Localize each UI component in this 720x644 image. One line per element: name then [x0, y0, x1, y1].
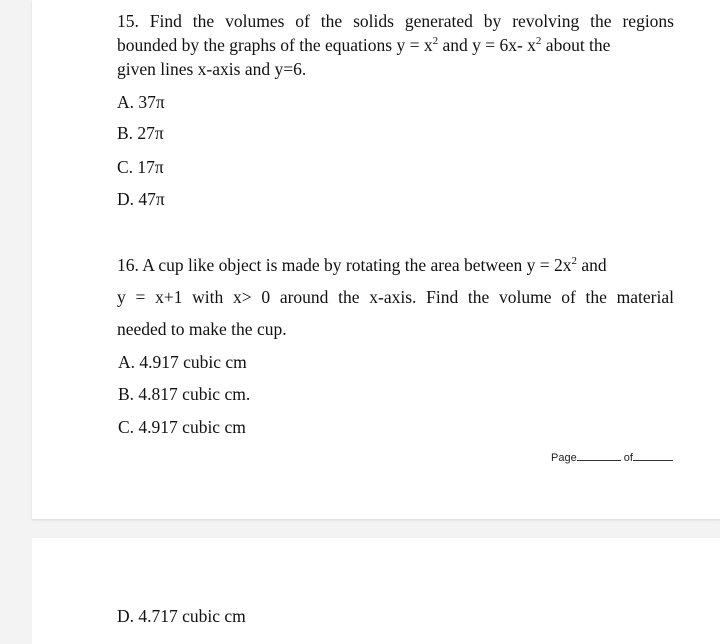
- document-page-1: [32, 0, 720, 519]
- q15-option-b: B. 27π: [117, 123, 164, 143]
- q15-line-3: given lines x-axis and y=6.: [117, 59, 307, 79]
- q16-option-a: A. 4.917 cubic cm: [118, 352, 247, 372]
- q15-line-2-part-c: about the: [541, 35, 611, 55]
- q16-option-b: B. 4.817 cubic cm.: [118, 384, 251, 404]
- q16-option-c: C. 4.917 cubic cm: [118, 417, 246, 437]
- q16-option-d: D. 4.717 cubic cm: [117, 606, 246, 626]
- q15-line-2-part-b: and y = 6x- x: [438, 35, 536, 55]
- q16-line-1: [117, 254, 674, 276]
- q15-line-2: [117, 34, 674, 56]
- q15-line-2-part-a: bounded by the graphs of the equations y = x: [117, 35, 433, 55]
- page-total-blank: [633, 451, 673, 461]
- q15-line-1: 15. Find the volumes of the solids generated by revolving the regions: [117, 11, 674, 31]
- page-label: Page: [551, 452, 577, 464]
- q15-option-a: A. 37π: [117, 92, 165, 112]
- q16-line-2: y = x+1 with x> 0 around the x-axis. Find the volume of the material: [117, 287, 674, 307]
- q16-line-3: needed to make the cup.: [117, 319, 287, 339]
- document-page-2: [32, 538, 720, 644]
- q16-line-1-part-a: 16. A cup like object is made by rotating the area between y = 2x: [117, 255, 572, 275]
- of-label: of: [623, 452, 633, 464]
- page-number-footer: [551, 451, 673, 464]
- page-number-blank: [577, 451, 621, 461]
- q16-line-1-part-b: and: [577, 255, 607, 275]
- q15-option-d: D. 47π: [117, 189, 165, 209]
- q16-exponent: 2: [571, 255, 578, 268]
- q15-exponent-1: 2: [432, 35, 439, 48]
- q15-option-c: C. 17π: [117, 157, 164, 177]
- q15-exponent-2: 2: [535, 35, 542, 48]
